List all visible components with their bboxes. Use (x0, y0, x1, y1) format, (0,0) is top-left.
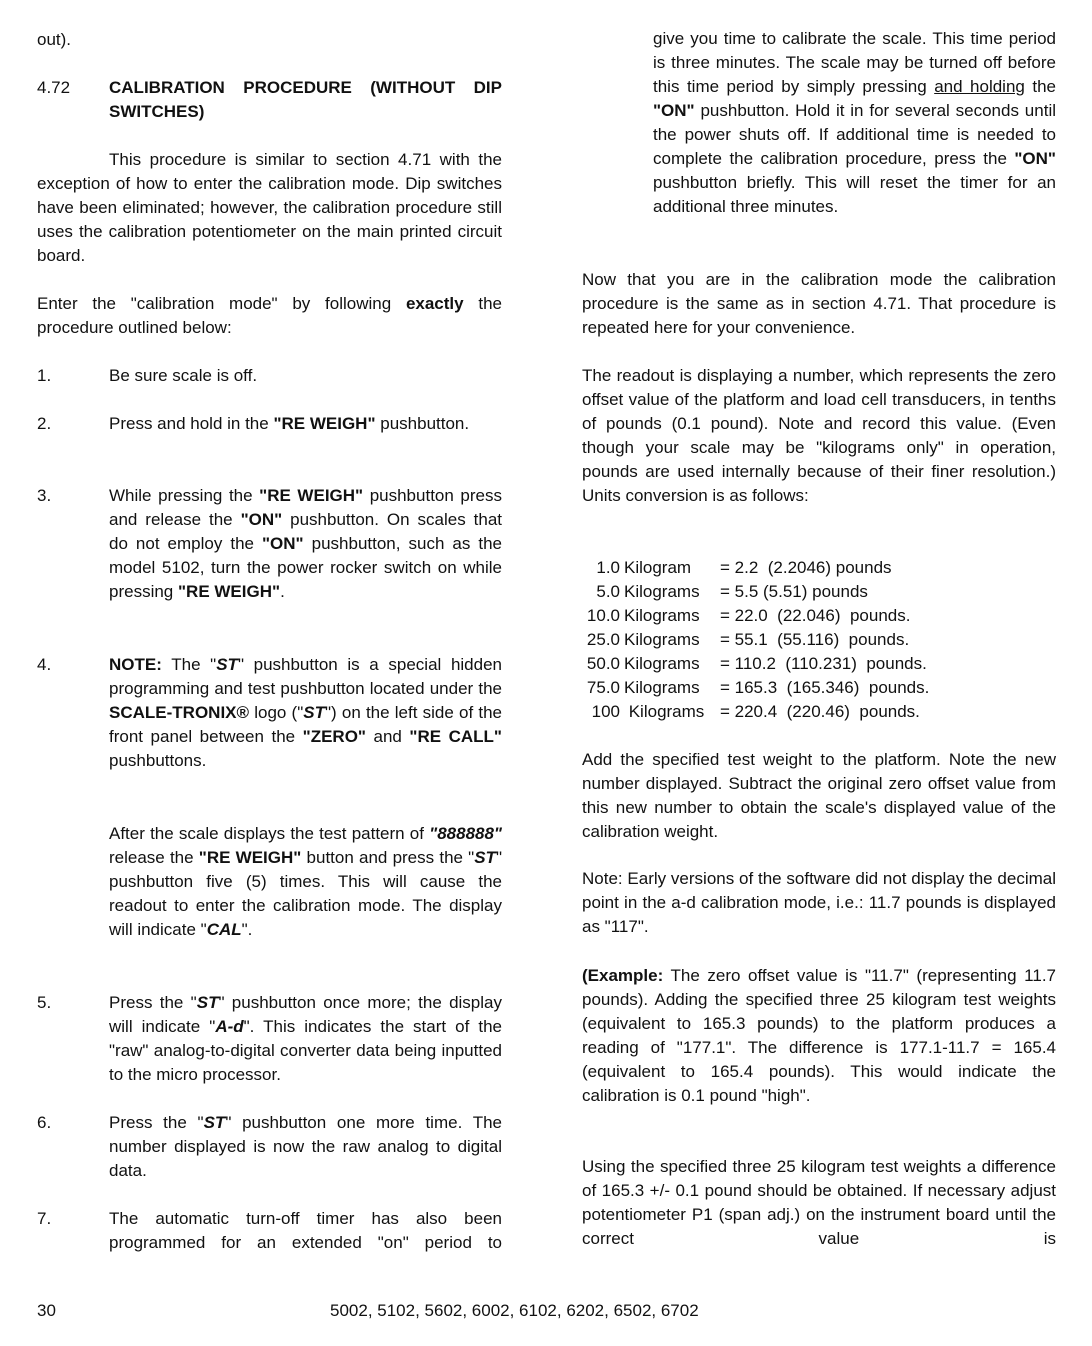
text-run: After the scale displays the test pattern of (109, 824, 430, 843)
pound-equivalent: = 55.1 (55.116) pounds. (720, 630, 910, 649)
emphasized-text: "ON" (262, 534, 304, 553)
emphasized-text: "RE WEIGH" (177, 582, 281, 601)
conversion-row (582, 604, 1056, 628)
text-run: . (280, 582, 285, 601)
emphasized-text: "RE WEIGH" (259, 486, 364, 505)
unit-label: Kilograms (624, 702, 705, 721)
kilogram-value: 1.0 (596, 558, 620, 577)
emphasized-text: "ON" (1014, 149, 1056, 168)
kilogram-value: 25.0 (586, 630, 620, 649)
paragraph-text (109, 412, 502, 436)
text-run: Press the " (109, 1113, 204, 1132)
conversion-row (582, 652, 1056, 676)
text-run: The " (161, 655, 217, 674)
model-numbers: 5002, 5102, 5602, 6002, 6102, 6202, 6502, 6702 (330, 1301, 699, 1320)
paragraph-text (109, 1111, 502, 1183)
paragraph-text (582, 1155, 1056, 1251)
emphasized-text: "ZERO" (302, 727, 366, 746)
item-number: 7. (37, 1209, 52, 1228)
emphasized-text: "RE WEIGH" (273, 414, 376, 433)
conversion-row (582, 556, 1056, 580)
text-run: pushbutton, such as the model 5102, turn the power rocker switch on while pressing (109, 534, 502, 601)
emphasized-text: (Example: (582, 966, 664, 985)
pound-equivalent: = 5.5 (5.51) pounds (720, 582, 868, 601)
unit-label: Kilograms (624, 654, 700, 673)
text-run: " pushbutton one more time. The number displayed is now the raw analog to digital data. (109, 1113, 503, 1180)
paragraph-text (109, 364, 502, 388)
text-run: button and press the " (301, 848, 475, 867)
text-run: Press and hold in the (109, 414, 274, 433)
item-number: 4. (37, 655, 52, 674)
text-run: pushbutton briefly. This will reset the timer for an additional three minutes. (653, 173, 1056, 216)
paragraph-text (582, 268, 1056, 340)
conversion-row (582, 676, 1056, 700)
paragraph-text (109, 1207, 502, 1255)
conversion-row (582, 580, 1056, 604)
text-run: Be sure scale is off. (109, 366, 258, 385)
emphasized-text: CAL (206, 920, 242, 939)
unit-label: Kilogram (624, 558, 692, 577)
item-number: 5. (37, 993, 52, 1012)
paragraph-text (37, 292, 502, 340)
emphasized-text: A-d (215, 1017, 244, 1036)
emphasized-text: SCALE-TRONIX® (109, 703, 250, 722)
text-run: logo (" (249, 703, 304, 722)
paragraph-text (37, 148, 502, 268)
text-run: ". This indicates the start of the "raw" analog-to-digital converter data being inputted to the micro processor. (109, 1017, 502, 1084)
paragraph-text (109, 991, 502, 1087)
kilogram-value: 75.0 (586, 678, 620, 697)
conversion-row (582, 628, 1056, 652)
text-run: Now that you are in the calibration mode the calibration procedure is the same as in section 4.71. That procedure is repeated here for your convenience. (582, 270, 1056, 337)
kilogram-value: 5.0 (596, 582, 620, 601)
paragraph-text (37, 28, 502, 52)
emphasized-text: ST (203, 1113, 226, 1132)
text-run: Note: Early versions of the software did not display the decimal point in the a-d calibration mode, i.e.: 11.7 pounds is displayed as "117". (582, 869, 1056, 936)
text-run: pushbutton press and release the (109, 486, 502, 529)
emphasized-text: "ON" (240, 510, 283, 529)
paragraph-text (109, 484, 502, 604)
paragraph-text (582, 964, 1056, 1108)
text-run: ". (241, 920, 253, 939)
item-number: 4.72 (37, 78, 71, 97)
unit-label: Kilograms (624, 582, 700, 601)
text-run: The automatic turn-off timer has also been programmed for an extended "on" period to (109, 1209, 502, 1252)
emphasized-text: CALIBRATION PROCEDURE (WITHOUT DIP SWITCHES) (109, 78, 502, 121)
conversion-row (582, 700, 1056, 724)
units-conversion-table (582, 556, 1056, 724)
text-run: and (365, 727, 410, 746)
text-run: " pushbutton once more; the display will indicate " (109, 993, 502, 1036)
emphasized-text: "RE WEIGH" (198, 848, 302, 867)
paragraph-text (109, 653, 502, 773)
unit-label: Kilograms (624, 630, 700, 649)
text-run: This procedure is similar to section 4.71 with the exception of how to enter the calibration mode. Dip switches have been eliminated; however, the calibration procedure still uses the calibration potentiometer on the main printed circuit board. (37, 150, 502, 265)
emphasized-text: and holding (934, 77, 1025, 96)
item-number: 1. (37, 366, 52, 385)
pound-equivalent: = 2.2 (2.2046) pounds (720, 558, 892, 577)
paragraph-text (653, 27, 1056, 219)
text-run: Add the specified test weight to the platform. Note the new number displayed. Subtract the original zero offset value from this new number to obtain the scale's displayed value of the calibration weight. (582, 750, 1056, 841)
pound-equivalent: = 22.0 (22.046) pounds. (720, 606, 911, 625)
paragraph-text (582, 748, 1056, 844)
emphasized-text: "RE CALL" (409, 727, 502, 746)
unit-label: Kilograms (624, 606, 700, 625)
text-run: pushbutton. (375, 414, 470, 433)
text-run: The readout is displaying a number, which represents the zero offset value of the platform and load cell transducers, in tenths of pounds (0.1 pound). Note and record this value. (Even though your scale may be "kilograms only" in operation, pounds are used internally because of their finer resolution.) Units conversion is as follows: (582, 366, 1056, 505)
kilogram-value: 10.0 (586, 606, 620, 625)
text-run: pushbutton. On scales that do not employ the (109, 510, 502, 553)
pound-equivalent: = 110.2 (110.231) pounds. (720, 654, 927, 673)
text-run: give you time to calibrate the scale. This time period is three minutes. The scale may be turned off before this time period by simply pressing (653, 29, 1056, 96)
paragraph-text (109, 76, 502, 124)
kilogram-value: 100 (591, 702, 620, 721)
paragraph-text (582, 364, 1056, 508)
text-run: " pushbutton is a special hidden programming and test pushbutton located under the (109, 655, 503, 698)
text-run: Press the " (109, 993, 197, 1012)
text-run: pushbuttons. (109, 751, 207, 770)
text-run: out). (37, 30, 72, 49)
text-run: the (1024, 77, 1057, 96)
item-number: 6. (37, 1113, 52, 1132)
text-run: the procedure outlined below: (37, 294, 502, 337)
unit-label: Kilograms (624, 678, 700, 697)
text-run: pushbutton. Hold it in for several seconds until the power shuts off. If additional time is needed to complete the calibration procedure, press the (653, 101, 1056, 168)
text-run: Using the specified three 25 kilogram test weights a difference of 165.3 +/- 0.1 pound should be obtained. If necessary adjust potentiometer P1 (span adj.) on the instrument board until the correct value is (582, 1157, 1056, 1248)
pound-equivalent: = 220.4 (220.46) pounds. (720, 702, 920, 721)
text-run: While pressing the (109, 486, 260, 505)
emphasized-text: "888888" (429, 824, 502, 843)
pound-equivalent: = 165.3 (165.346) pounds. (720, 678, 930, 697)
text-run: " pushbutton five (5) times. This will cause the readout to enter the calibration mode. The display will indicate " (109, 848, 502, 939)
paragraph-text (582, 867, 1056, 939)
emphasized-text: NOTE: (109, 655, 162, 674)
item-number: 3. (37, 486, 52, 505)
text-run: The zero offset value is "11.7" (representing 11.7 pounds). Adding the specified three 25 kilogram test weights (equivalent to 165.3 pounds) to the platform produces a reading of "177.1". The difference is 177.1-11.7 = 165.4 (equivalent to 165.4 pounds). This would indicate the calibration is 0.1 pound "high". (582, 966, 1056, 1105)
emphasized-text: "ON" (653, 101, 695, 120)
item-number: 2. (37, 414, 52, 433)
text-run: ") on the left side of the front panel between the (109, 703, 502, 746)
kilogram-value: 50.0 (586, 654, 620, 673)
text-run: release the (109, 848, 199, 867)
emphasized-text: ST (216, 655, 238, 674)
page-number: 30 (37, 1301, 56, 1320)
text-run: Enter the "calibration mode" by following (37, 294, 406, 313)
emphasized-text: ST (196, 993, 219, 1012)
emphasized-text: ST (474, 848, 496, 867)
emphasized-text: ST (303, 703, 325, 722)
paragraph-text (109, 822, 502, 942)
emphasized-text: exactly (405, 294, 464, 313)
